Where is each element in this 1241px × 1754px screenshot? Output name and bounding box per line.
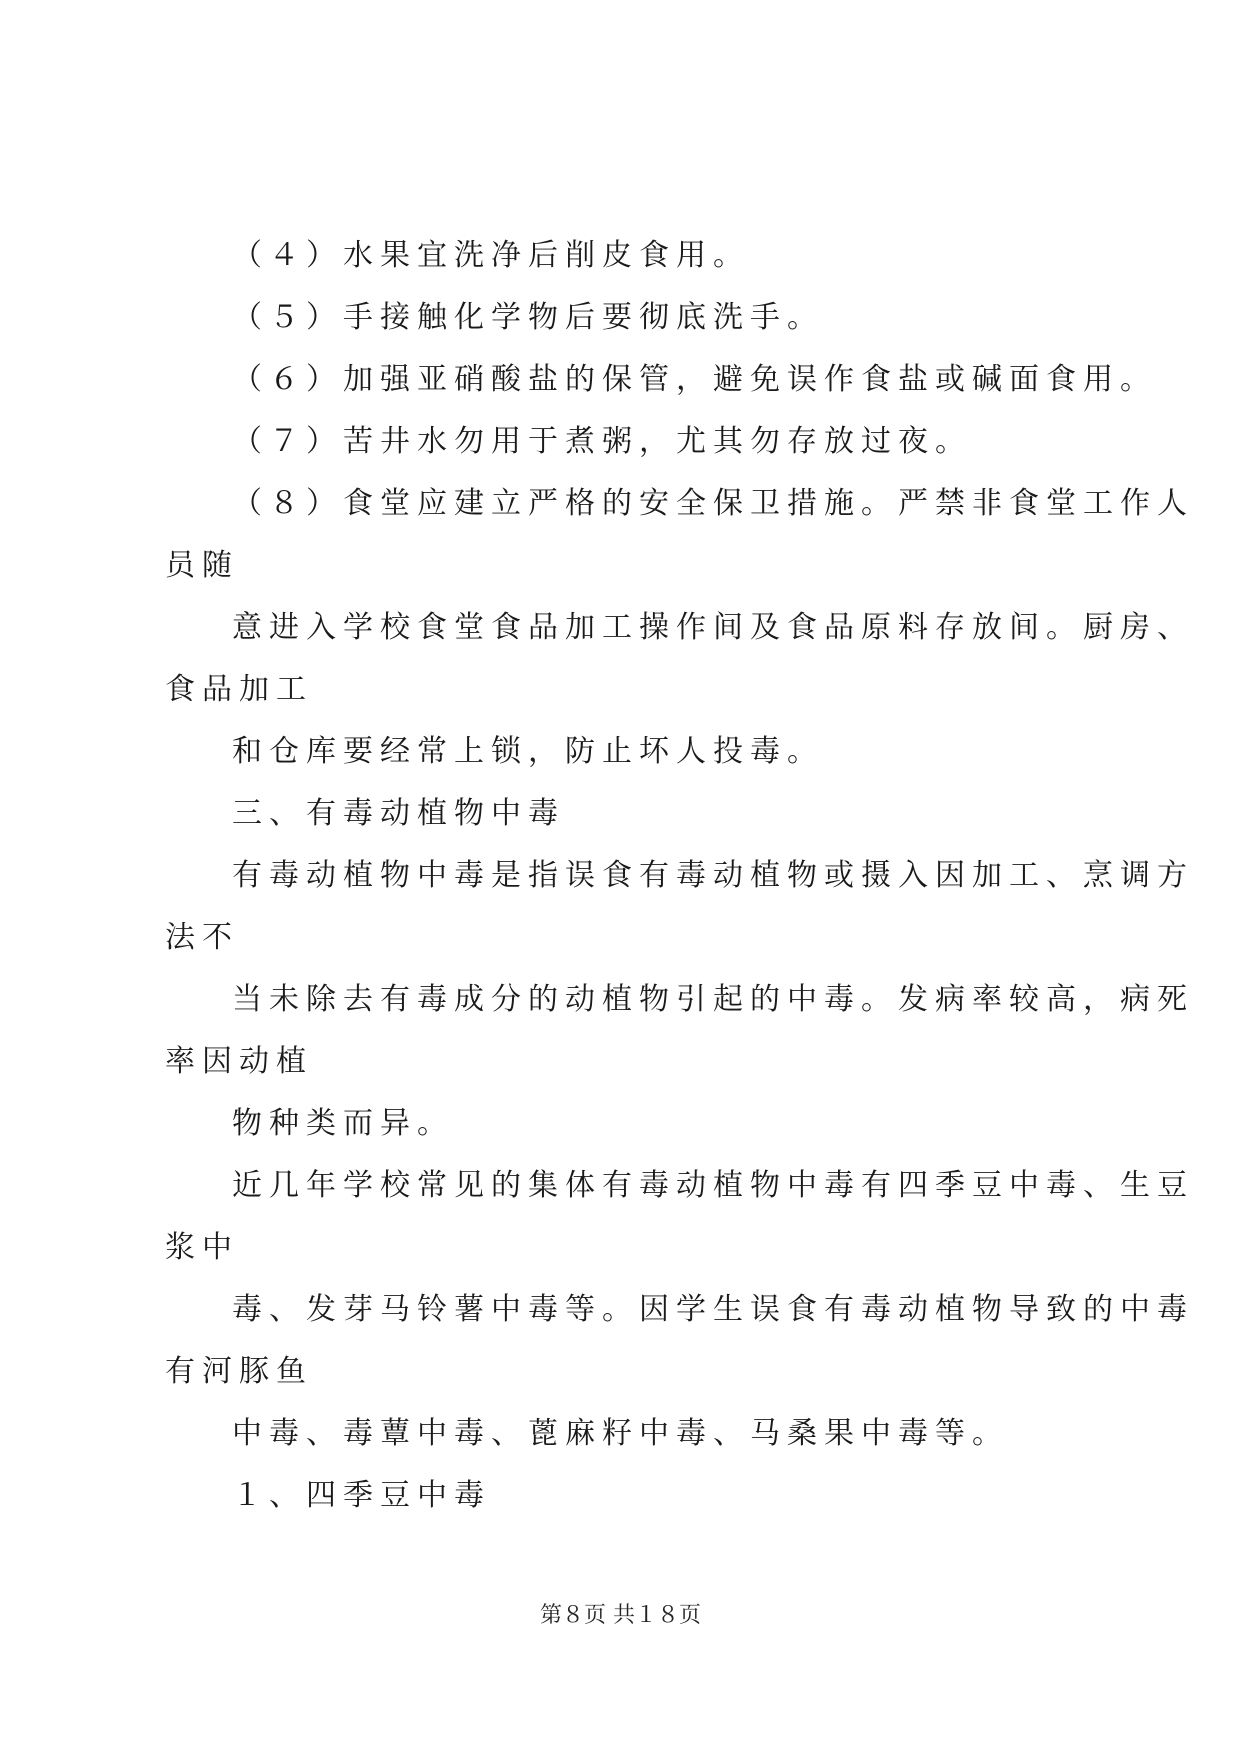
paragraph-line-11: 有毒动植物中毒是指误食有毒动植物或摄入因加工、烹调方 [232, 858, 1194, 893]
paragraph-line-9: 和仓库要经常上锁，防止坏人投毒。 [232, 734, 824, 769]
paragraph-line-19: 有河豚鱼 [165, 1354, 313, 1389]
subsection-heading: １、四季豆中毒 [232, 1478, 491, 1513]
paragraph-line-8: 食品加工 [165, 672, 313, 707]
paragraph-line-4: （７）苦井水勿用于煮粥，尤其勿存放过夜。 [232, 424, 972, 459]
paragraph-line-15: 物种类而异。 [232, 1106, 454, 1141]
section-heading: 三、有毒动植物中毒 [232, 796, 565, 831]
page-number-footer: 第８页 共１８页 [540, 1603, 701, 1628]
paragraph-line-20: 中毒、毒蕈中毒、蓖麻籽中毒、马桑果中毒等。 [232, 1416, 1009, 1451]
paragraph-line-6: 员随 [165, 548, 239, 583]
paragraph-line-1: （４）水果宜洗净后削皮食用。 [232, 238, 750, 273]
paragraph-line-12: 法不 [165, 920, 239, 955]
paragraph-line-17: 浆中 [165, 1230, 239, 1265]
paragraph-line-2: （５）手接触化学物后要彻底洗手。 [232, 300, 824, 335]
paragraph-line-7: 意进入学校食堂食品加工操作间及食品原料存放间。厨房、 [232, 610, 1194, 645]
paragraph-line-18: 毒、发芽马铃薯中毒等。因学生误食有毒动植物导致的中毒 [232, 1292, 1194, 1327]
paragraph-line-13: 当未除去有毒成分的动植物引起的中毒。发病率较高，病死 [232, 982, 1194, 1017]
paragraph-line-5: （８）食堂应建立严格的安全保卫措施。严禁非食堂工作人 [232, 486, 1194, 521]
paragraph-line-16: 近几年学校常见的集体有毒动植物中毒有四季豆中毒、生豆 [232, 1168, 1194, 1203]
paragraph-line-3: （６）加强亚硝酸盐的保管，避免误作食盐或碱面食用。 [232, 362, 1157, 397]
paragraph-line-14: 率因动植 [165, 1044, 313, 1079]
